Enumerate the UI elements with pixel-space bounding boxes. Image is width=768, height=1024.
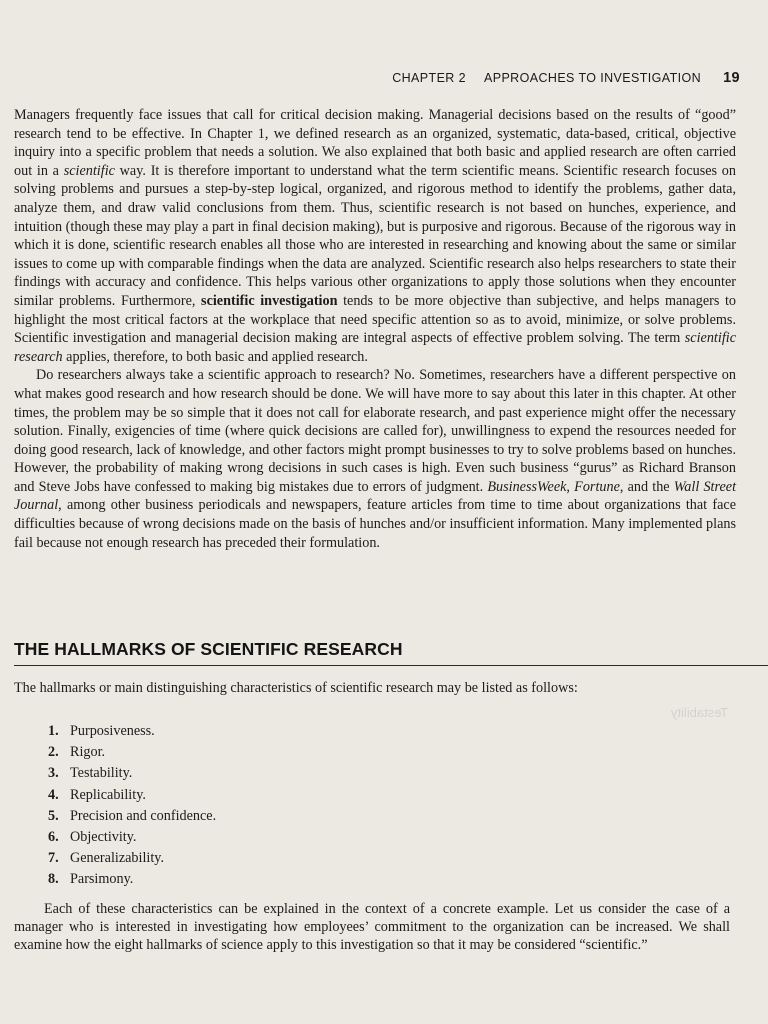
- list-label: Generalizability.: [70, 850, 165, 867]
- list-item: [48, 742, 216, 763]
- chapter-title: APPROACHES TO INVESTIGATION: [483, 71, 702, 85]
- list-number: 7.: [48, 850, 59, 867]
- bold-term: scientific investigation: [201, 292, 338, 309]
- italic-term: scientific research: [14, 330, 736, 365]
- list-item: [48, 763, 216, 784]
- page-number: 19: [723, 70, 740, 86]
- list-number: 3.: [48, 765, 59, 782]
- list-number: 1.: [48, 723, 59, 739]
- list-item: [48, 721, 216, 742]
- list-item: [48, 785, 216, 806]
- list-number: 2.: [48, 744, 59, 761]
- list-label: Precision and confidence.: [70, 807, 217, 824]
- list-label: Testability.: [70, 765, 133, 782]
- paragraph-2: [14, 366, 736, 552]
- list-number: 6.: [48, 829, 59, 846]
- closing-text: [14, 900, 730, 955]
- italic-term: Fortune: [574, 478, 620, 495]
- closing-paragraph: Each of these characteristics can be explained in the context of a concrete example. Let us consider the case of a manager who is interested in investigating how employees’ commitment to the organization can be increased. We shall examine how the eight hallmarks of science apply to this investigation so that it may be considered “scientific.”: [14, 901, 730, 954]
- list-number: 8.: [48, 871, 59, 888]
- list-item: [48, 827, 216, 848]
- text-run: Do researchers always take a scientific approach to research? No. Sometimes, researchers have a different perspective on what makes good research and how research should be done. We will have more to say about this later in this chapter. At other times, the problem may be so simple that it does not call for elaborate research, and past experience might offer the necessary solution. Finally, exigencies of time (where quick decisions are called for), unwillingness to expend the resources needed for doing good research, lack of knowledge, and other factors might prompt businesses to try to solve problems based on hunches. However, the probability of making wrong decisions in such cases is high. Even such business “gurus” as Richard Branson and Steve Jobs have confessed to making big mistakes due to errors of judgment.: [14, 367, 736, 495]
- section-intro: The hallmarks or main distinguishing characteristics of scientific research may be listed as follows:: [14, 680, 578, 696]
- list-item: [48, 806, 216, 827]
- list-label: Parsimony.: [70, 871, 134, 888]
- list-label: Replicability.: [70, 786, 146, 803]
- text-run: ,: [566, 478, 575, 495]
- list-label: Rigor.: [70, 744, 106, 761]
- section-heading: THE HALLMARKS OF SCIENTIFIC RESEARCH: [14, 639, 768, 666]
- hallmarks-list: [48, 721, 216, 891]
- text-run: way. It is therefore important to understand what the term scientific means. Scientific research focuses on solving problems and pursues a step-by-step logical, organized, and rigorous method to identify the problems, gather data, analyze them, and draw valid conclusions from them. Thus, scientific research is not based on hunches, experience, and intuition (though these may play a part in final decision making), but is purposive and rigorous. Because of the rigorous way in which it is done, scientific research enables all those who are interested in researching and knowing about the same or similar issues to come up with comparable findings when the data are analyzed. Scientific research also helps researchers to state their findings with accuracy and confidence. This helps various other organizations to apply those solutions when they encounter similar problems. Furthermore,: [14, 162, 736, 309]
- list-number: 4.: [48, 786, 59, 803]
- list-label: Purposiveness.: [70, 723, 155, 739]
- list-item: [48, 869, 216, 890]
- text-run: , among other business periodicals and newspapers, feature articles from time to time about organizations that face difficulties because of wrong decisions made on the basis of hunches and/or insufficient information. Many implemented plans fail because not enough research has preceded their formulation.: [14, 497, 736, 551]
- body-text: [14, 106, 736, 552]
- running-header: [392, 70, 740, 86]
- italic-term: Wall Street Journal: [14, 478, 737, 514]
- list-item: [48, 848, 216, 869]
- italic-term: BusinessWeek: [487, 478, 567, 495]
- paragraph-1: [14, 106, 736, 366]
- text-run: applies, therefore, to both basic and applied research.: [62, 348, 368, 365]
- text-run: tends to be more objective than subjective, and helps managers to highlight the most critical factors at the workplace that need specific attention so as to avoid, minimize, or solve problems. Scientific investigation and managerial decision making are integral aspects of effective problem solving. The term: [14, 292, 737, 347]
- list-label: Objectivity.: [70, 829, 137, 846]
- text-run: , and the: [619, 478, 674, 495]
- bleed-through-text: Testability: [670, 705, 728, 720]
- chapter-label: CHAPTER 2: [392, 71, 466, 85]
- text-run: Managers frequently face issues that call for critical decision making. Managerial decisions based on the results of “good” research tend to be effective. In Chapter 1, we defined research as an organized, systematic, data-based, critical, objective inquiry into a specific problem that needs a solution. We also explained that both basic and applied research are often carried out in a: [14, 107, 736, 179]
- italic-term: scientific: [63, 162, 115, 179]
- list-number: 5.: [48, 807, 59, 824]
